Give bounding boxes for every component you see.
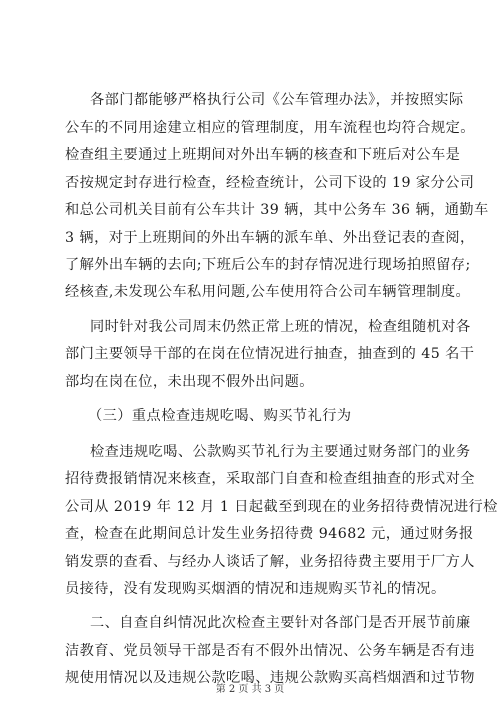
body-line-9: 同时针对我公司周末仍然正常上班的情况，检查组随机对各: [90, 319, 471, 335]
body-line-8: 经核查,未发现公车私用问题,公车使用符合公司车辆管理制度。: [65, 284, 471, 300]
body-line-15: 公司从 2019 年 12 月 1 日起截至到现在的业务招待费情况进行检: [65, 499, 498, 515]
body-line-1: 各部门都能够严格执行公司《公车管理办法》，并按照实际: [90, 92, 464, 108]
body-line-4: 否按规定封存进行检查，经检查统计，公司下设的 19 家分公司: [65, 175, 475, 191]
body-line-10: 部门主要领导干部的在岗在位情况进行抽查，抽查到的 45 名干: [65, 346, 475, 362]
body-line-20: 洁教育、党员领导干部是否有不假外出情况、公务车辆是否有违: [65, 643, 475, 659]
body-line-14: 招待费报销情况来核查，采取部门自查和检查组抽查的形式对全: [65, 471, 475, 487]
body-line-17: 销发票的查看、与经办人谈话了解，业务招待费主要用于厂方人: [65, 554, 475, 570]
body-line-16: 查，检查在此期间总计发生业务招待费 94682 元，通过财务报: [65, 526, 474, 542]
body-line-7: 了解外出车辆的去向;下班后公车的封存情况进行现场拍照留存;: [65, 257, 471, 273]
body-line-21: 规使用情况以及违规公款吃喝、违规公款购买高档烟酒和过节物: [65, 670, 475, 686]
section-heading: （三）重点检查违规吃喝、购买节礼行为: [88, 408, 352, 424]
body-line-6: 3 辆，对于上班期间的外出车辆的派车单、外出登记表的查阅，: [65, 230, 475, 246]
page-footer: 第 2 页 共 3 页: [215, 684, 285, 695]
body-line-19: 二、自查自纠情况此次检查主要针对各部门是否开展节前廉: [90, 615, 471, 631]
body-line-18: 员接待，没有发现购买烟酒的情况和违规购买节礼的情况。: [65, 581, 446, 597]
body-line-5: 和总公司机关目前有公车共计 39 辆，其中公务车 36 辆，通勤车: [65, 202, 489, 218]
body-line-2: 公车的不同用途建立相应的管理制度，用车流程也均符合规定。: [65, 120, 475, 136]
body-line-3: 检查组主要通过上班期间对外出车辆的核查和下班后对公车是: [65, 147, 461, 163]
body-line-13: 检查违规吃喝、公款购买节礼行为主要通过财务部门的业务: [90, 444, 471, 460]
body-line-11: 部均在岗在位，未出现不假外出问题。: [65, 374, 314, 390]
